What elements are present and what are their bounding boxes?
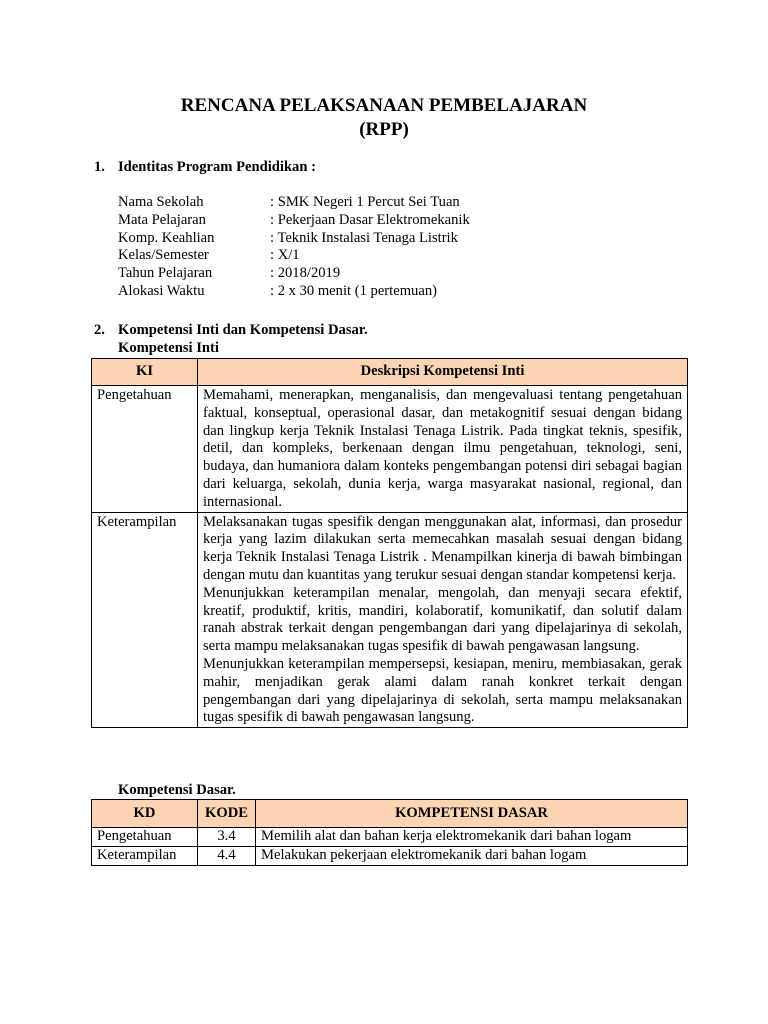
identity-label: Kelas/Semester	[118, 247, 209, 264]
kd-cell: Keterampilan	[92, 846, 198, 865]
identity-value: : Pekerjaan Dasar Elektromekanik	[270, 211, 470, 228]
table-row	[92, 828, 688, 847]
document-title: RENCANA PELAKSANAAN PEMBELAJARAN	[180, 95, 588, 116]
ki-cell: Keterampilan	[92, 512, 198, 728]
kd-table	[91, 799, 688, 866]
identity-value: : Teknik Instalasi Tenaga Listrik	[270, 229, 458, 246]
section-2-number: 2.	[94, 322, 105, 338]
identity-row	[118, 194, 470, 212]
identity-label: Alokasi Waktu	[118, 282, 205, 299]
kd-cell: Pengetahuan	[92, 828, 198, 847]
identity-label: Komp. Keahlian	[118, 229, 215, 246]
ki-cell: Pengetahuan	[92, 386, 198, 513]
deskripsi-paragraph: Menunjukkan keterampilan menalar, mengolah, dan menyaji secara efektif, kreatif, produktif, kritis, mandiri, kolaboratif, komunikatif, dan solutif dalam ranah abstrak terkait dengan pengembangan dari yang dipelajarinya di sekolah, serta mampu melaksanakan tugas spesifik di bawah pengawasan langsung.	[203, 584, 682, 655]
kompetensi-column-header: KOMPETENSI DASAR	[256, 800, 688, 828]
identity-list	[118, 194, 470, 301]
deskripsi-cell	[198, 512, 688, 728]
table-row	[92, 512, 688, 728]
ki-table-header-row	[92, 359, 688, 386]
identity-row	[118, 247, 470, 265]
identity-label: Mata Pelajaran	[118, 211, 206, 228]
section-1-heading: Identitas Program Pendidikan :	[118, 159, 316, 175]
kode-column-header: KODE	[198, 800, 256, 828]
identity-row	[118, 265, 470, 283]
identity-value: : 2 x 30 menit (1 pertemuan)	[270, 282, 437, 299]
kode-cell: 4.4	[198, 846, 256, 865]
table-row	[92, 386, 688, 513]
kompetensi-cell: Memilih alat dan bahan kerja elektromekanik dari bahan logam	[256, 828, 688, 847]
kompetensi-dasar-heading: Kompetensi Dasar.	[118, 782, 236, 798]
identity-label: Tahun Pelajaran	[118, 265, 213, 282]
table-row	[92, 846, 688, 865]
identity-value: : SMK Negeri 1 Percut Sei Tuan	[270, 194, 460, 210]
kd-column-header: KD	[92, 800, 198, 828]
kd-table-header-row	[92, 800, 688, 828]
section-1-number: 1.	[94, 159, 105, 175]
deskripsi-cell	[198, 386, 688, 513]
ki-column-header: KI	[92, 359, 198, 386]
deskripsi-paragraph: Memahami, menerapkan, menganalisis, dan mengevaluasi tentang pengetahuan faktual, konseptual, operasional dasar, dan metakognitif sesuai dengan bidang dan lingkup kerja Teknik Instalasi Tenaga Listrik. Pada tingkat teknis, spesifik, detil, dan kompleks, berkenaan dengan ilmu pengetahuan, teknologi, seni, budaya, dan humaniora dalam konteks pengembangan potensi diri sebagai bagian dari keluarga, sekolah, dunia kerja, warga masyarakat nasional, regional, dan internasional.	[203, 387, 682, 510]
kompetensi-inti-heading: Kompetensi Inti	[118, 340, 219, 356]
deskripsi-column-header: Deskripsi Kompetensi Inti	[198, 359, 688, 386]
kompetensi-cell: Melakukan pekerjaan elektromekanik dari bahan logam	[256, 846, 688, 865]
kode-cell: 3.4	[198, 828, 256, 847]
identity-row	[118, 230, 470, 248]
section-2-heading: Kompetensi Inti dan Kompetensi Dasar.	[118, 322, 368, 338]
deskripsi-paragraph: Menunjukkan keterampilan mempersepsi, kesiapan, meniru, membiasakan, gerak mahir, menjadikan gerak alami dalam ranah konkret terkait dengan pengembangan dari yang dipelajarinya di sekolah, serta mampu melaksanakan tugas spesifik di bawah pengawasan langsung.	[203, 655, 682, 726]
ki-table	[91, 358, 688, 728]
document-subtitle: (RPP)	[359, 119, 409, 140]
identity-label: Nama Sekolah	[118, 194, 204, 210]
identity-row	[118, 212, 470, 230]
identity-row	[118, 283, 470, 301]
identity-value: : X/1	[270, 247, 300, 264]
deskripsi-paragraph: Melaksanakan tugas spesifik dengan menggunakan alat, informasi, dan prosedur kerja yang lazim dilakukan serta memecahkan masalah sesuai dengan bidang kerja Teknik Instalasi Tenaga Listrik . Menampilkan kinerja di bawah bimbingan dengan mutu dan kuantitas yang terukur sesuai dengan standar kompetensi kerja.	[203, 513, 682, 583]
identity-value: : 2018/2019	[270, 265, 341, 282]
